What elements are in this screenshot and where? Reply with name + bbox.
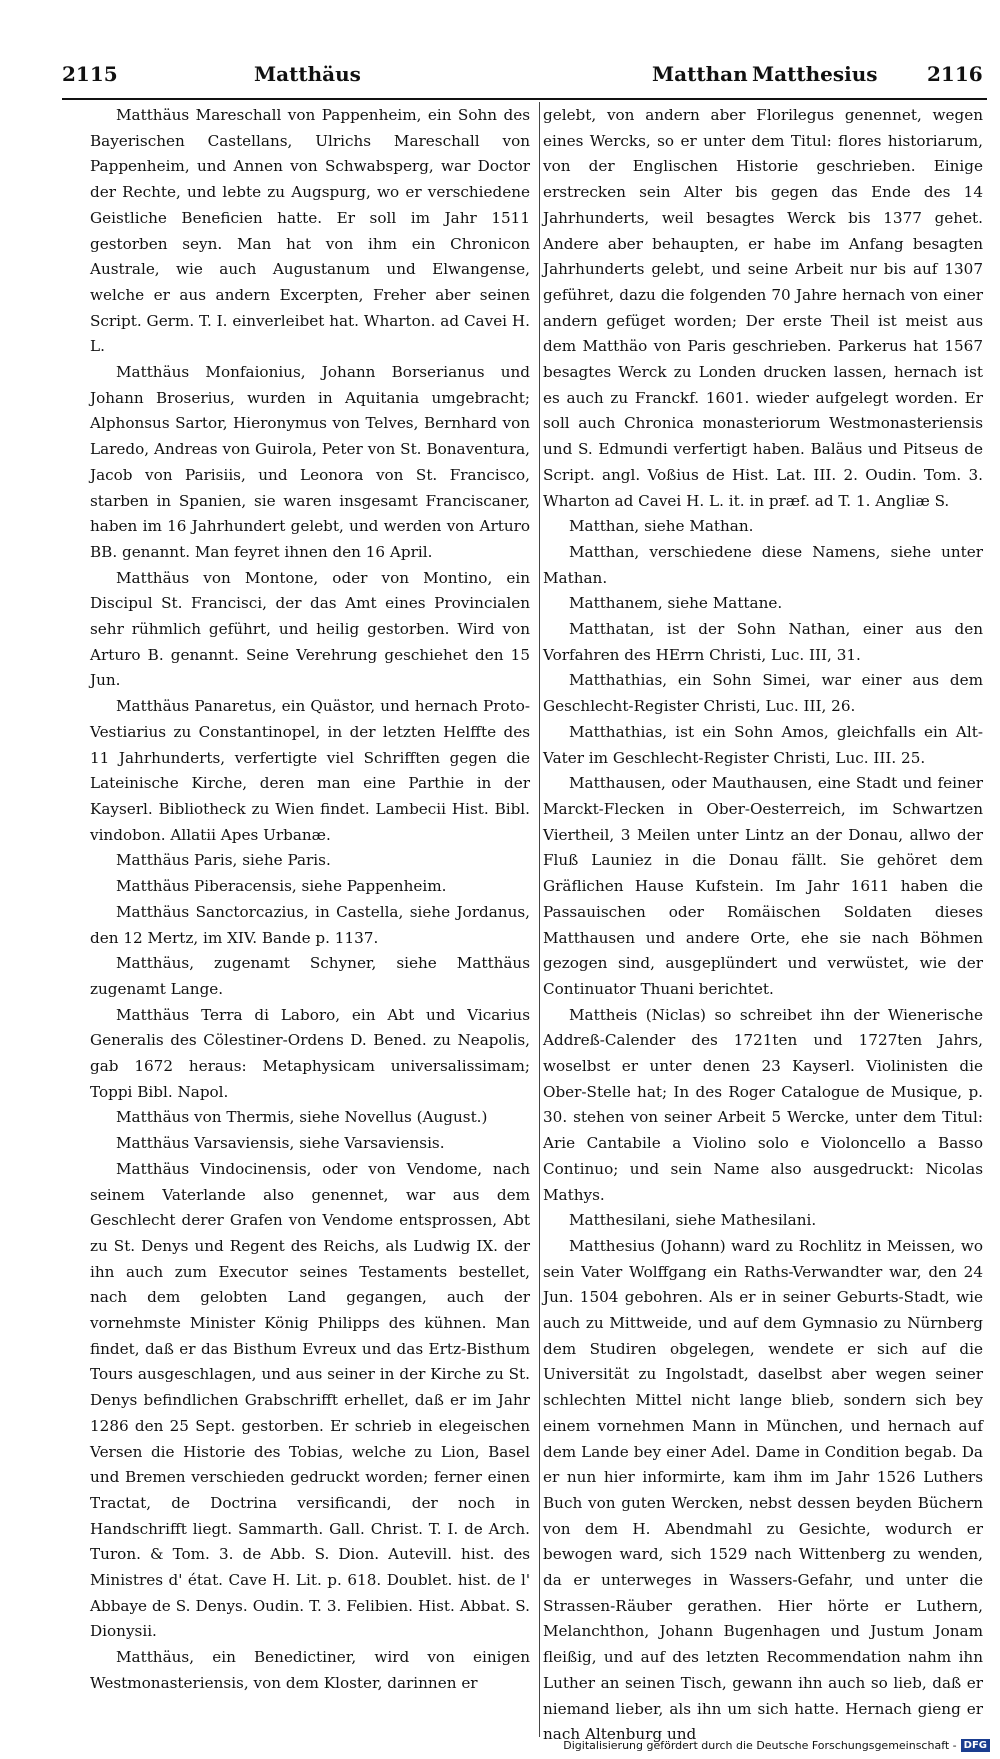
entry-paragraph: Matthesilani, siehe Mathesilani.: [569, 1211, 817, 1230]
right-running-head-2: Matthesius: [752, 62, 878, 86]
entry-paragraph: Mattheis (Niclas) so schreibet ihn der Wienerische Addreß-Calender des 1721ten und 1727ten Jahrs, woselbst er unter denen 23 Kayserl. Violinisten die Ober-Stelle hat; In des Roger Catalogue de Musique, p. 30. stehen von seiner Arbeit 5 Wercke, unter dem Titul: Arie Cantabile a Violino solo e Violoncello a Basso Continuo; und sein Name also ausgedruckt: Nicolas Mathys.: [543, 1005, 983, 1204]
entry-paragraph: Matthäus Sanctorcazius, in Castella, siehe Jordanus, den 12 Mertz, im XIV. Bande p. 1137.: [90, 902, 530, 947]
entry-paragraph: Matthesius (Johann) ward zu Rochlitz in Meissen, wo sein Vater Wolffgang ein Raths-Verwandter war, den 24 Jun. 1504 gebohren. Als er in seiner Geburts-Stadt, wie auch zu Mittweide, und auf dem Gymnasio zu Nürnberg dem Studiren obgelegen, wendete er sich auf die Universität zu Ingolstadt, daselbst aber wegen seiner schlechten Mittel nicht lange blieb, sondern sich bey einem vornehmen Mann in München, und hernach auf dem Lande bey einer Adel. Dame in Condition begab. Da er nun hier informirte, kam ihm im Jahr 1526 Luthers Buch von guten Wercken, nebst dessen beyden Büchern von dem H. Abendmahl zu Gesichte, wodurch er bewogen ward, sich 1529 nach Wittenberg zu wenden, da er unterweges in Wassers-Gefahr, und unter die Strassen-Räuber gerathen. Hier hörte er Luthern, Melanchthon, Johann Bugenhagen und Justum Jonam fleißig, und auf des letzten Recommendation nahm ihn Luther an seinen Tisch, gewann ihn auch so lieb, daß er niemand lieber, als ihn um sich hatte. Hernach gieng er nach Altenburg und: [543, 1236, 983, 1744]
digitization-footer: [563, 1735, 990, 1755]
right-column: [543, 103, 983, 1744]
entry-paragraph: Matthanem, siehe Mattane.: [569, 594, 783, 613]
entry-paragraph: Matthäus Panaretus, ein Quästor, und hernach Proto-Vestiarius zu Constantinopel, in der letzten Helffte des 11 Jahrhunderts, verfertigte viel Schrifften gegen die Lateinische Kirche, deren man eine Parthie in der Kayserl. Bibliotheck zu Wien findet. Lambecii Hist. Bibl. vindobon. Allatii Apes Urbanæ.: [90, 697, 530, 844]
entry-paragraph: Matthan, siehe Mathan.: [569, 517, 754, 536]
entry-paragraph: Matthan, verschiedene diese Namens, siehe unter Mathan.: [543, 542, 983, 587]
entry-paragraph: Matthäus Mareschall von Pappenheim, ein Sohn des Bayerischen Castellans, Ulrichs Mareschall von Pappenheim, und Annen von Schwabsperg, war Doctor der Rechte, und lebte zu Augspurg, wo er verschiedene Geistliche Beneficien hatte. Er soll im Jahr 1511 gestorben seyn. Man hat von ihm ein Chronicon Australe, wie auch Augustanum und Elwangense, welche er aus andern Excerpten, Freher aber seinen Script. Germ. T. I. einverleibet hat. Wharton. ad Cavei H. L.: [90, 106, 530, 356]
entry-continuation: gelebt, von andern aber Florilegus genennet, wegen eines Wercks, so er unter dem Titul: flores historiarum, von der Englischen Historie geschrieben. Einige erstrecken sein Alter bis gegen das Ende des 14 Jahrhunderts, weil besagtes Werck bis 1377 gehet. Andere aber behaupten, er habe im Anfang besagten Jahrhunderts gelebt, und seine Arbeit nur bis auf 1307 geführet, dazu die folgenden 70 Jahre hernach von einer andern gefüget worden; Der erste Theil ist meist aus dem Matthäo von Paris geschrieben. Parkerus hat 1567 besagtes Werck zu Londen drucken lassen, hernach ist es auch zu Franckf. 1601. wieder aufgelegt worden. Er soll auch Chronica monasteriorum Westmonasteriensis und S. Edmundi verfertigt haben. Baläus und Pitseus de Script. angl. Voßius de Hist. Lat. III. 2. Oudin. Tom. 3. Wharton ad Cavei H. L. it. in præf. ad T. 1. Angliæ S.: [543, 106, 983, 510]
entry-paragraph: Matthäus von Thermis, siehe Novellus (August.): [116, 1108, 488, 1127]
footer-text: Digitalisierung gefördert durch die Deutsche Forschungsgemeinschaft -: [563, 1738, 957, 1752]
entry-paragraph: Matthathias, ist ein Sohn Amos, gleichfalls ein Alt-Vater im Geschlecht-Register Christi, Luc. III. 25.: [543, 722, 983, 767]
header-rule: [62, 98, 987, 100]
column-divider: [539, 102, 540, 1737]
entry-paragraph: Matthausen, oder Mauthausen, eine Stadt und feiner Marckt-Flecken in Ober-Oesterreich, im Schwartzen Viertheil, 3 Meilen unter Lintz an der Donau, allwo der Fluß Launiez in die Donau fällt. Sie gehöret dem Gräflichen Hause Kufstein. Im Jahr 1611 haben die Passauischen oder Romäischen Soldaten dieses Matthausen und andere Orte, ehe sie nach Böhmen gezogen sind, ausgeplündert und verwüstet, wie der Continuator Thuani berichtet.: [543, 774, 983, 998]
entry-paragraph: Matthäus Piberacensis, siehe Pappenheim.: [116, 877, 447, 896]
right-running-head-1: Matthan: [652, 62, 748, 86]
entry-paragraph: Matthäus Vindocinensis, oder von Vendome, nach seinem Vaterlande also genennet, war aus dem Geschlecht derer Grafen von Vendome entsprossen, Abt zu St. Denys und Regent des Reichs, als Ludwig IX. der ihn auch zum Executor seines Testaments bestellet, nach dem gelobten Land gegangen, auch der vornehmste Minister König Philipps des kühnen. Man findet, daß er das Bisthum Evreux und das Ertz-Bisthum Tours ausgeschlagen, und aus seiner in der Kirche zu St. Denys befindlichen Grabschrifft erhellet, daß er im Jahr 1286 den 25 Sept. gestorben. Er schrieb in elegeischen Versen die Historie des Tobias, welche zu Lion, Basel und Bremen verschieden gedruckt worden; ferner einen Tractat, de Doctrina versificandi, der noch in Handschrifft liegt. Sammarth. Gall. Christ. T. I. de Arch. Turon. & Tom. 3. de Abb. S. Dion. Autevill. hist. des Ministres d' état. Cave H. Lit. p. 618. Doublet. hist. de l' Abbaye de S. Denys. Oudin. T. 3. Felibien. Hist. Abbat. S. Dionysii.: [90, 1159, 530, 1641]
left-column: [90, 103, 530, 1723]
entry-paragraph: Matthäus, ein Benedictiner, wird von einigen Westmonasteriensis, von dem Kloster, darinnen er: [90, 1648, 530, 1692]
entry-paragraph: Matthäus Monfaionius, Johann Borserianus und Johann Broserius, wurden in Aquitania umgebracht; Alphonsus Sartor, Hieronymus von Telves, Bernhard von Laredo, Andreas von Guirola, Peter von St. Bonaventura, Jacob von Parisiis, und Leonora von St. Francisco, starben in Spanien, sie waren insgesamt Franciscaner, haben im 16 Jahrhundert gelebt, und werden von Arturo BB. genannt. Man feyret ihnen den 16 April.: [90, 363, 530, 561]
entry-paragraph: Matthäus, zugenamt Schyner, siehe Matthäus zugenamt Lange.: [90, 954, 530, 998]
entry-paragraph: Matthäus Varsaviensis, siehe Varsaviensis.: [116, 1134, 445, 1153]
entry-paragraph: Matthatan, ist der Sohn Nathan, einer aus den Vorfahren des HErrn Christi, Luc. III, 31.: [543, 620, 983, 664]
entry-paragraph: Matthäus Paris, siehe Paris.: [116, 851, 331, 870]
dfg-logo: DFG: [961, 1739, 990, 1752]
entry-paragraph: Matthäus Terra di Laboro, ein Abt und Vicarius Generalis des Cölestiner-Ordens D. Bened. zu Neapolis, gab 1672 heraus: Metaphysicam universalissimam; Toppi Bibl. Napol.: [90, 1005, 530, 1101]
entry-paragraph: Matthathias, ein Sohn Simei, war einer aus dem Geschlecht-Register Christi, Luc. III, 26.: [543, 671, 983, 716]
entry-paragraph: Matthäus von Montone, oder von Montino, ein Discipul St. Francisci, der das Amt eines Provincialen sehr rühmlich geführt, und heilig gestorben. Wird von Arturo B. genannt. Seine Verehrung geschiehet den 15 Jun.: [90, 568, 530, 690]
right-page-number: 2116: [927, 62, 983, 86]
left-page-number: 2115: [62, 62, 118, 86]
left-running-head: Matthäus: [254, 62, 361, 86]
page-header: [62, 62, 987, 96]
